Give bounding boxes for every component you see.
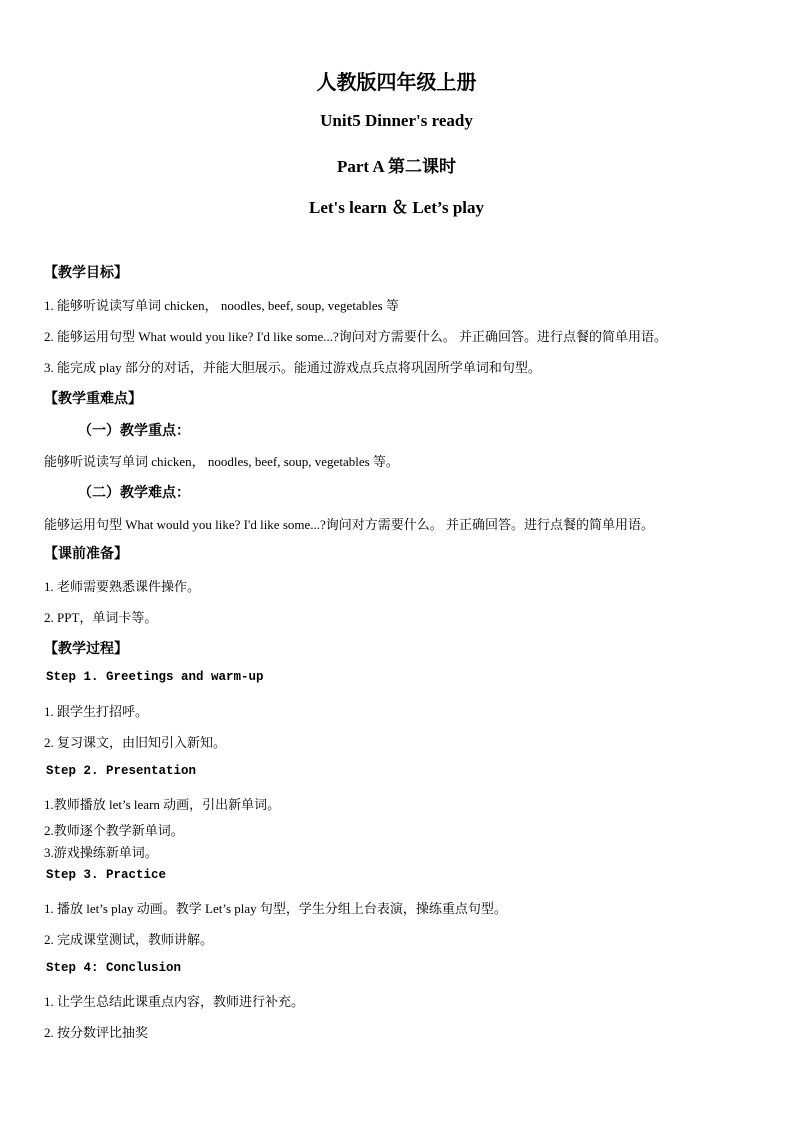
objectives-heading: 【教学目标】 xyxy=(44,266,128,281)
key-points-heading: 【教学重难点】 xyxy=(44,392,142,407)
step-item: 2. 按分数评比抽奖 xyxy=(44,1025,149,1040)
part-title: Part A 第二课时 xyxy=(337,157,456,176)
focus-text: 能够听说读写单词 chicken， noodles, beef, soup, vegetables 等。 xyxy=(44,454,399,469)
document-title: 人教版四年级上册 xyxy=(316,72,477,94)
step-item: 1.教师播放 let’s learn 动画，引出新单词。 xyxy=(44,797,281,812)
objective-item: 3. 能完成 play 部分的对话，并能大胆展示。能通过游戏点兵点将巩固所学单词和句型。 xyxy=(44,360,541,375)
step-title: Step 4: Conclusion xyxy=(46,961,182,975)
step-item: 2. 复习课文，由旧知引入新知。 xyxy=(44,735,227,750)
step-title: Step 2. Presentation xyxy=(46,764,197,778)
objective-item: 1. 能够听说读写单词 chicken， noodles, beef, soup, vegetables 等 xyxy=(44,298,399,313)
difficulty-text: 能够运用句型 What would you like? I'd like some...?询问对方需要什么。 并正确回答。进行点餐的简单用语。 xyxy=(44,517,655,532)
step-item: 1. 播放 let’s play 动画。教学 Let’s play 句型，学生分组上台表演，操练重点句型。 xyxy=(44,901,507,916)
step-item: 1. 让学生总结此课重点内容，教师进行补充。 xyxy=(44,994,305,1009)
step-item: 3.游戏操练新单词。 xyxy=(44,845,158,860)
objective-item: 2. 能够运用句型 What would you like? I'd like some...?询问对方需要什么。 并正确回答。进行点餐的简单用语。 xyxy=(44,329,668,344)
unit-title: Unit5 Dinner's ready xyxy=(320,111,473,130)
preparation-item: 1. 老师需要熟悉课件操作。 xyxy=(44,579,201,594)
step-item: 2. 完成课堂测试，教师讲解。 xyxy=(44,932,214,947)
step-title: Step 3. Practice xyxy=(46,868,167,882)
step-item: 2.教师逐个教学新单词。 xyxy=(44,823,184,838)
focus-label: （一）教学重点： xyxy=(78,424,190,439)
step-item: 1. 跟学生打招呼。 xyxy=(44,704,149,719)
lesson-title: Let's learn ＆ Let’s play xyxy=(308,198,485,217)
step-title: Step 1. Greetings and warm-up xyxy=(46,670,264,684)
preparation-item: 2. PPT，单词卡等。 xyxy=(44,610,158,625)
process-heading: 【教学过程】 xyxy=(44,642,128,657)
preparation-heading: 【课前准备】 xyxy=(44,547,128,562)
difficulty-label: （二）教学难点： xyxy=(78,486,190,501)
